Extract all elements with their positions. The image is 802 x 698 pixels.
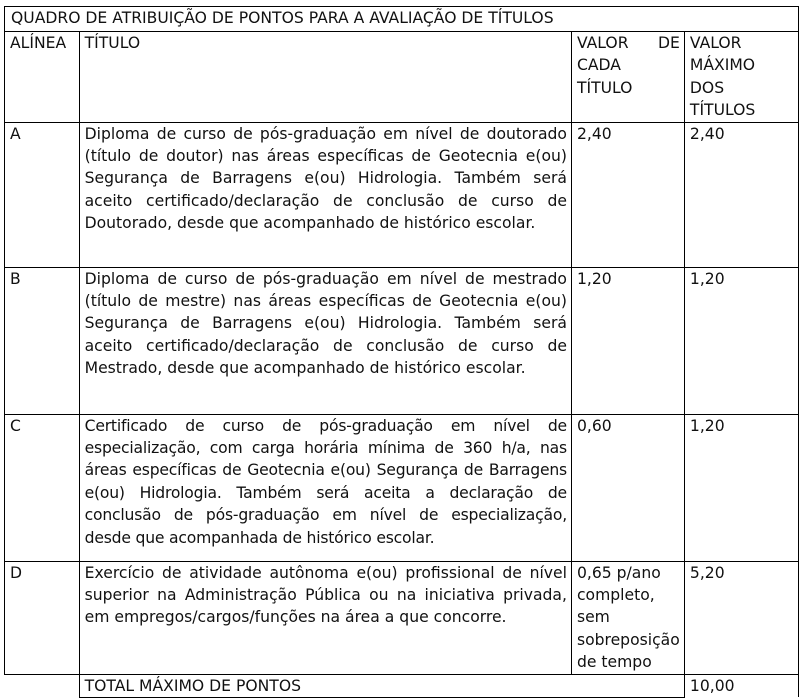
row-alinea: B <box>5 267 80 414</box>
table-row <box>5 122 799 267</box>
header-alinea: ALÍNEA <box>5 32 80 123</box>
row-valor-cada: 1,20 <box>571 267 684 414</box>
row-valor-maximo: 1,20 <box>684 414 798 561</box>
total-row <box>5 674 799 697</box>
row-valor-maximo: 2,40 <box>684 122 798 267</box>
points-table-container <box>4 6 799 698</box>
row-valor-maximo: 1,20 <box>684 267 798 414</box>
points-table <box>4 6 799 698</box>
row-titulo: Diploma de curso de pós-graduação em nível de doutorado (título de doutor) nas áreas específicas de Geotecnia e(ou) Segurança de Barragens e(ou) Hidrologia. Também será aceito certificado/declaração de conclusão de curso de Doutorado, desde que acompanhado de histórico escolar. <box>79 122 571 267</box>
total-blank-cell <box>5 674 80 697</box>
header-valor-maximo: VALOR MÁXIMO DOS TÍTULOS <box>684 32 798 123</box>
header-titulo: TÍTULO <box>79 32 571 123</box>
table-caption-row <box>5 7 799 32</box>
row-valor-maximo: 5,20 <box>684 561 798 674</box>
row-valor-cada: 0,60 <box>571 414 684 561</box>
table-row <box>5 414 799 561</box>
table-header-row <box>5 32 799 123</box>
table-row <box>5 267 799 414</box>
table-caption: QUADRO DE ATRIBUIÇÃO DE PONTOS PARA A AVALIAÇÃO DE TÍTULOS <box>5 7 799 32</box>
row-titulo: Diploma de curso de pós-graduação em nível de mestrado (título de mestre) nas áreas específicas de Geotecnia e(ou) Segurança de Barragens e(ou) Hidrologia. Também será aceito certificado/declaração de conclusão de curso de Mestrado, desde que acompanhado de histórico escolar. <box>79 267 571 414</box>
table-row <box>5 561 799 674</box>
total-label: TOTAL MÁXIMO DE PONTOS <box>79 674 684 697</box>
header-valor-cada: VALOR DE CADA TÍTULO <box>571 32 684 123</box>
row-titulo: Exercício de atividade autônoma e(ou) profissional de nível superior na Administração Pública ou na iniciativa privada, em empregos/cargos/funções na área a que concorre. <box>79 561 571 674</box>
row-alinea: C <box>5 414 80 561</box>
total-value: 10,00 <box>684 674 798 697</box>
row-titulo: Certificado de curso de pós-graduação em nível de especialização, com carga horária mínima de 360 h/a, nas áreas específicas de Geotecnia e(ou) Segurança de Barragens e(ou) Hidrologia. Também será aceita a declaração de conclusão de pós-graduação em nível de especialização, desde que acompanhada de histórico escolar. <box>79 414 571 561</box>
row-valor-cada: 2,40 <box>571 122 684 267</box>
row-alinea: A <box>5 122 80 267</box>
row-valor-cada: 0,65 p/ano completo, sem sobreposição de tempo <box>571 561 684 674</box>
row-alinea: D <box>5 561 80 674</box>
